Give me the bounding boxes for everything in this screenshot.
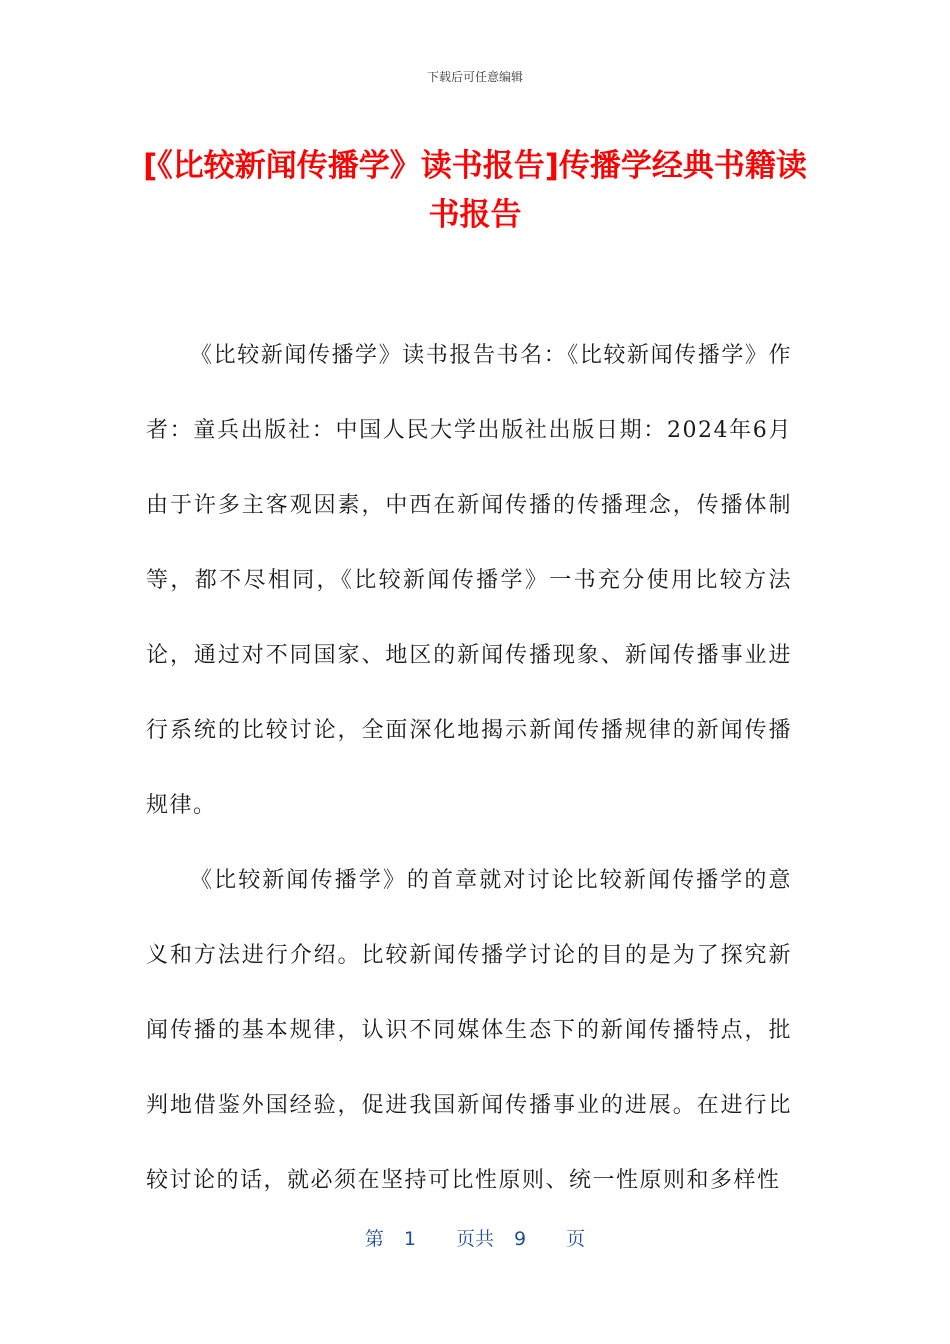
page-footer — [0, 1224, 950, 1251]
header-note: 下载后可任意编辑 — [426, 70, 523, 84]
paragraph: 《比较新闻传播学》的首章就对讨论比较新闻传播学的意义和方法进行介绍。比较新闻传播学讨论的目的是为了探究新闻传播的基本规律，认识不同媒体生态下的新闻传播特点，批判地借鉴外国经验，促进我国新闻传播事业的进展。在进行比较讨论的话，就必须在坚持可比性原则、统一性原则和多样性 — [146, 868, 792, 1193]
document-title: [《比较新闻传播学》读书报告]传播学经典书籍读书报告 — [143, 148, 807, 233]
document-body — [146, 318, 792, 1218]
footer-middle: 页共 — [455, 1228, 494, 1250]
footer-suffix: 页 — [566, 1228, 586, 1250]
total-page-number: 9 — [514, 1228, 527, 1250]
footer-prefix: 第 — [364, 1228, 384, 1250]
paragraph: 《比较新闻传播学》读书报告书名：《比较新闻传播学》作者：童兵出版社：中国人民大学出版社出版日期：2024年6月由于许多主客观因素，中西在新闻传播的传播理念，传播体制等，都不尽相同，《比较新闻传播学》一书充分使用比较方法论，通过对不同国家、地区的新闻传播现象、新闻传播事业进行系统的比较讨论，全面深化地揭示新闻传播规律的新闻传播规律。 — [146, 343, 792, 818]
current-page-number: 1 — [403, 1228, 416, 1250]
